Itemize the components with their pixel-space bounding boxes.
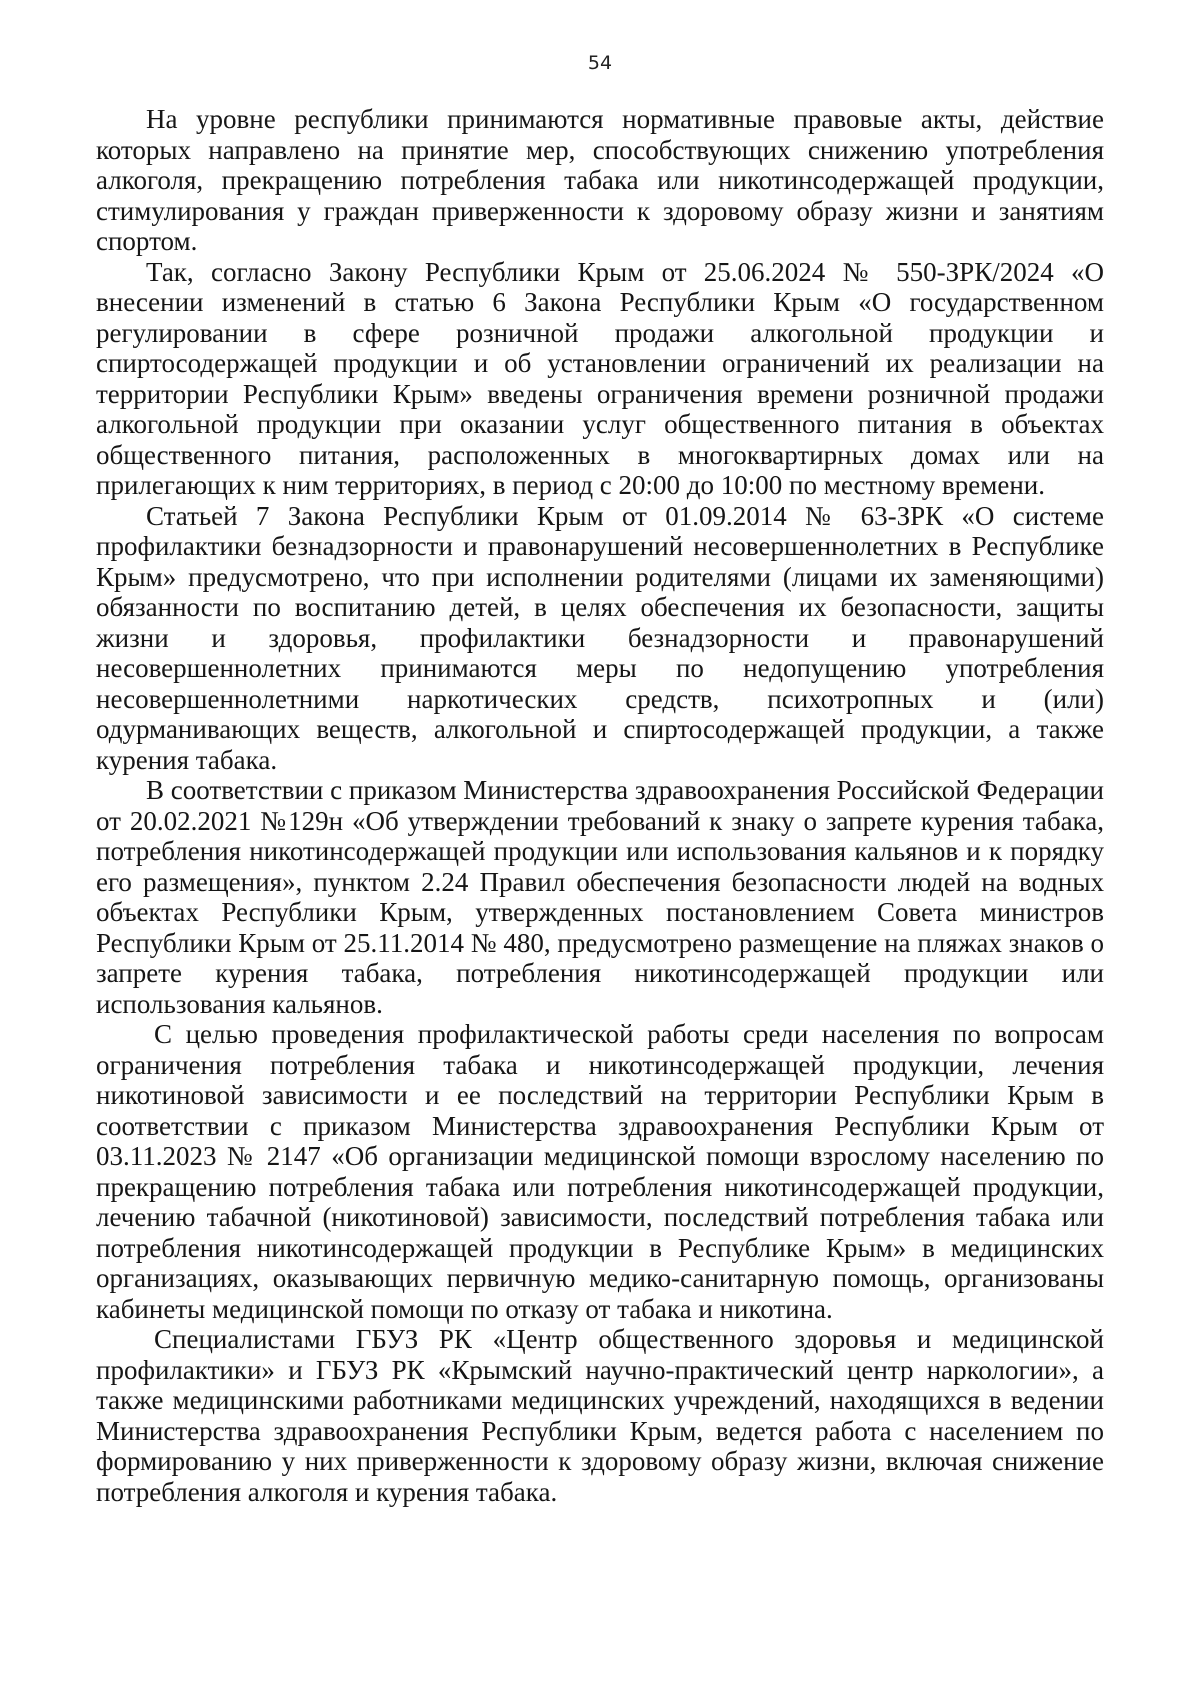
paragraph-alcohol-sales-law: Так, согласно Закону Республики Крым от 25.06.2024 № 550-ЗРК/2024 «О внесении изменений в статью 6 Закона Республики Крым «О государственном регулировании в сфере розничной продажи алкогольной продукции и спиртосодержащей продукции и об установлении ограничений их реализации на территории Республики Крым» введены ограничения времени розничной продажи алкогольной продукции при оказании услуг общественного питания в объектах общественного питания, расположенных в многоквартирных домах или на прилегающих к ним территориях, в период с 20:00 до 10:00 по местному времени. xyxy=(96,256,1104,500)
paragraph-nicotine-treatment: С целью проведения профилактической работы среди населения по вопросам ограничения потребления табака и никотинсодержащей продукции, лечения никотиновой зависимости и ее последствий на территории Республики Крым в соответствии с приказом Министерства здравоохранения Республики Крым от 03.11.2023 № 2147 «Об организации медицинской помощи взрослому населению по прекращению потребления табака или потребления никотинсодержащей продукции, лечению табачной (никотиновой) зависимости, последствий потребления табака или потребления никотинсодержащей продукции в Республике Крым» в медицинских организациях, оказывающих первичную медико-санитарную помощь, организованы кабинеты медицинской помощи по отказу от табака и никотина. xyxy=(96,1019,1104,1324)
paragraph-regional-acts: На уровне республики принимаются нормативные правовые акты, действие которых направлено на принятие мер, способствующих снижению употребления алкоголя, прекращению потребления табака или никотинсодержащей продукции, стимулирования у граждан приверженности к здоровому образу жизни и занятиям спортом. xyxy=(96,104,1104,256)
body-text xyxy=(96,104,1104,1507)
paragraph-smoking-signs-order: В соответствии с приказом Министерства здравоохранения Российской Федерации от 20.02.2021 №129н «Об утверждении требований к знаку о запрете курения табака, потребления никотинсодержащей продукции или использования кальянов и к порядку его размещения», пунктом 2.24 Правил обеспечения безопасности людей на водных объектах Республики Крым, утвержденных постановлением Совета министров Республики Крым от 25.11.2014 № 480, предусмотрено размещение на пляжах знаков о запрете курения табака, потребления никотинсодержащей продукции или использования кальянов. xyxy=(96,775,1104,1019)
page-number: 54 xyxy=(587,52,613,74)
paragraph-healthy-lifestyle-work: Специалистами ГБУЗ РК «Центр общественного здоровья и медицинской профилактики» и ГБУЗ РК «Крымский научно-практический центр наркологии», а также медицинскими работниками медицинских учреждений, находящихся в ведении Министерства здравоохранения Республики Крым, ведется работа с населением по формированию у них приверженности к здоровому образу жизни, включая снижение потребления алкоголя и курения табака. xyxy=(96,1324,1104,1507)
paragraph-minors-prevention-law: Статьей 7 Закона Республики Крым от 01.09.2014 № 63-ЗРК «О системе профилактики безнадзорности и правонарушений несовершеннолетних в Республике Крым» предусмотрено, что при исполнении родителями (лицами их заменяющими) обязанности по воспитанию детей, в целях обеспечения их безопасности, защиты жизни и здоровья, профилактики безнадзорности и правонарушений несовершеннолетних принимаются меры по недопущению употребления несовершеннолетними наркотических средств, психотропных и (или) одурманивающих веществ, алкогольной и спиртосодержащей продукции, а также курения табака. xyxy=(96,500,1104,775)
